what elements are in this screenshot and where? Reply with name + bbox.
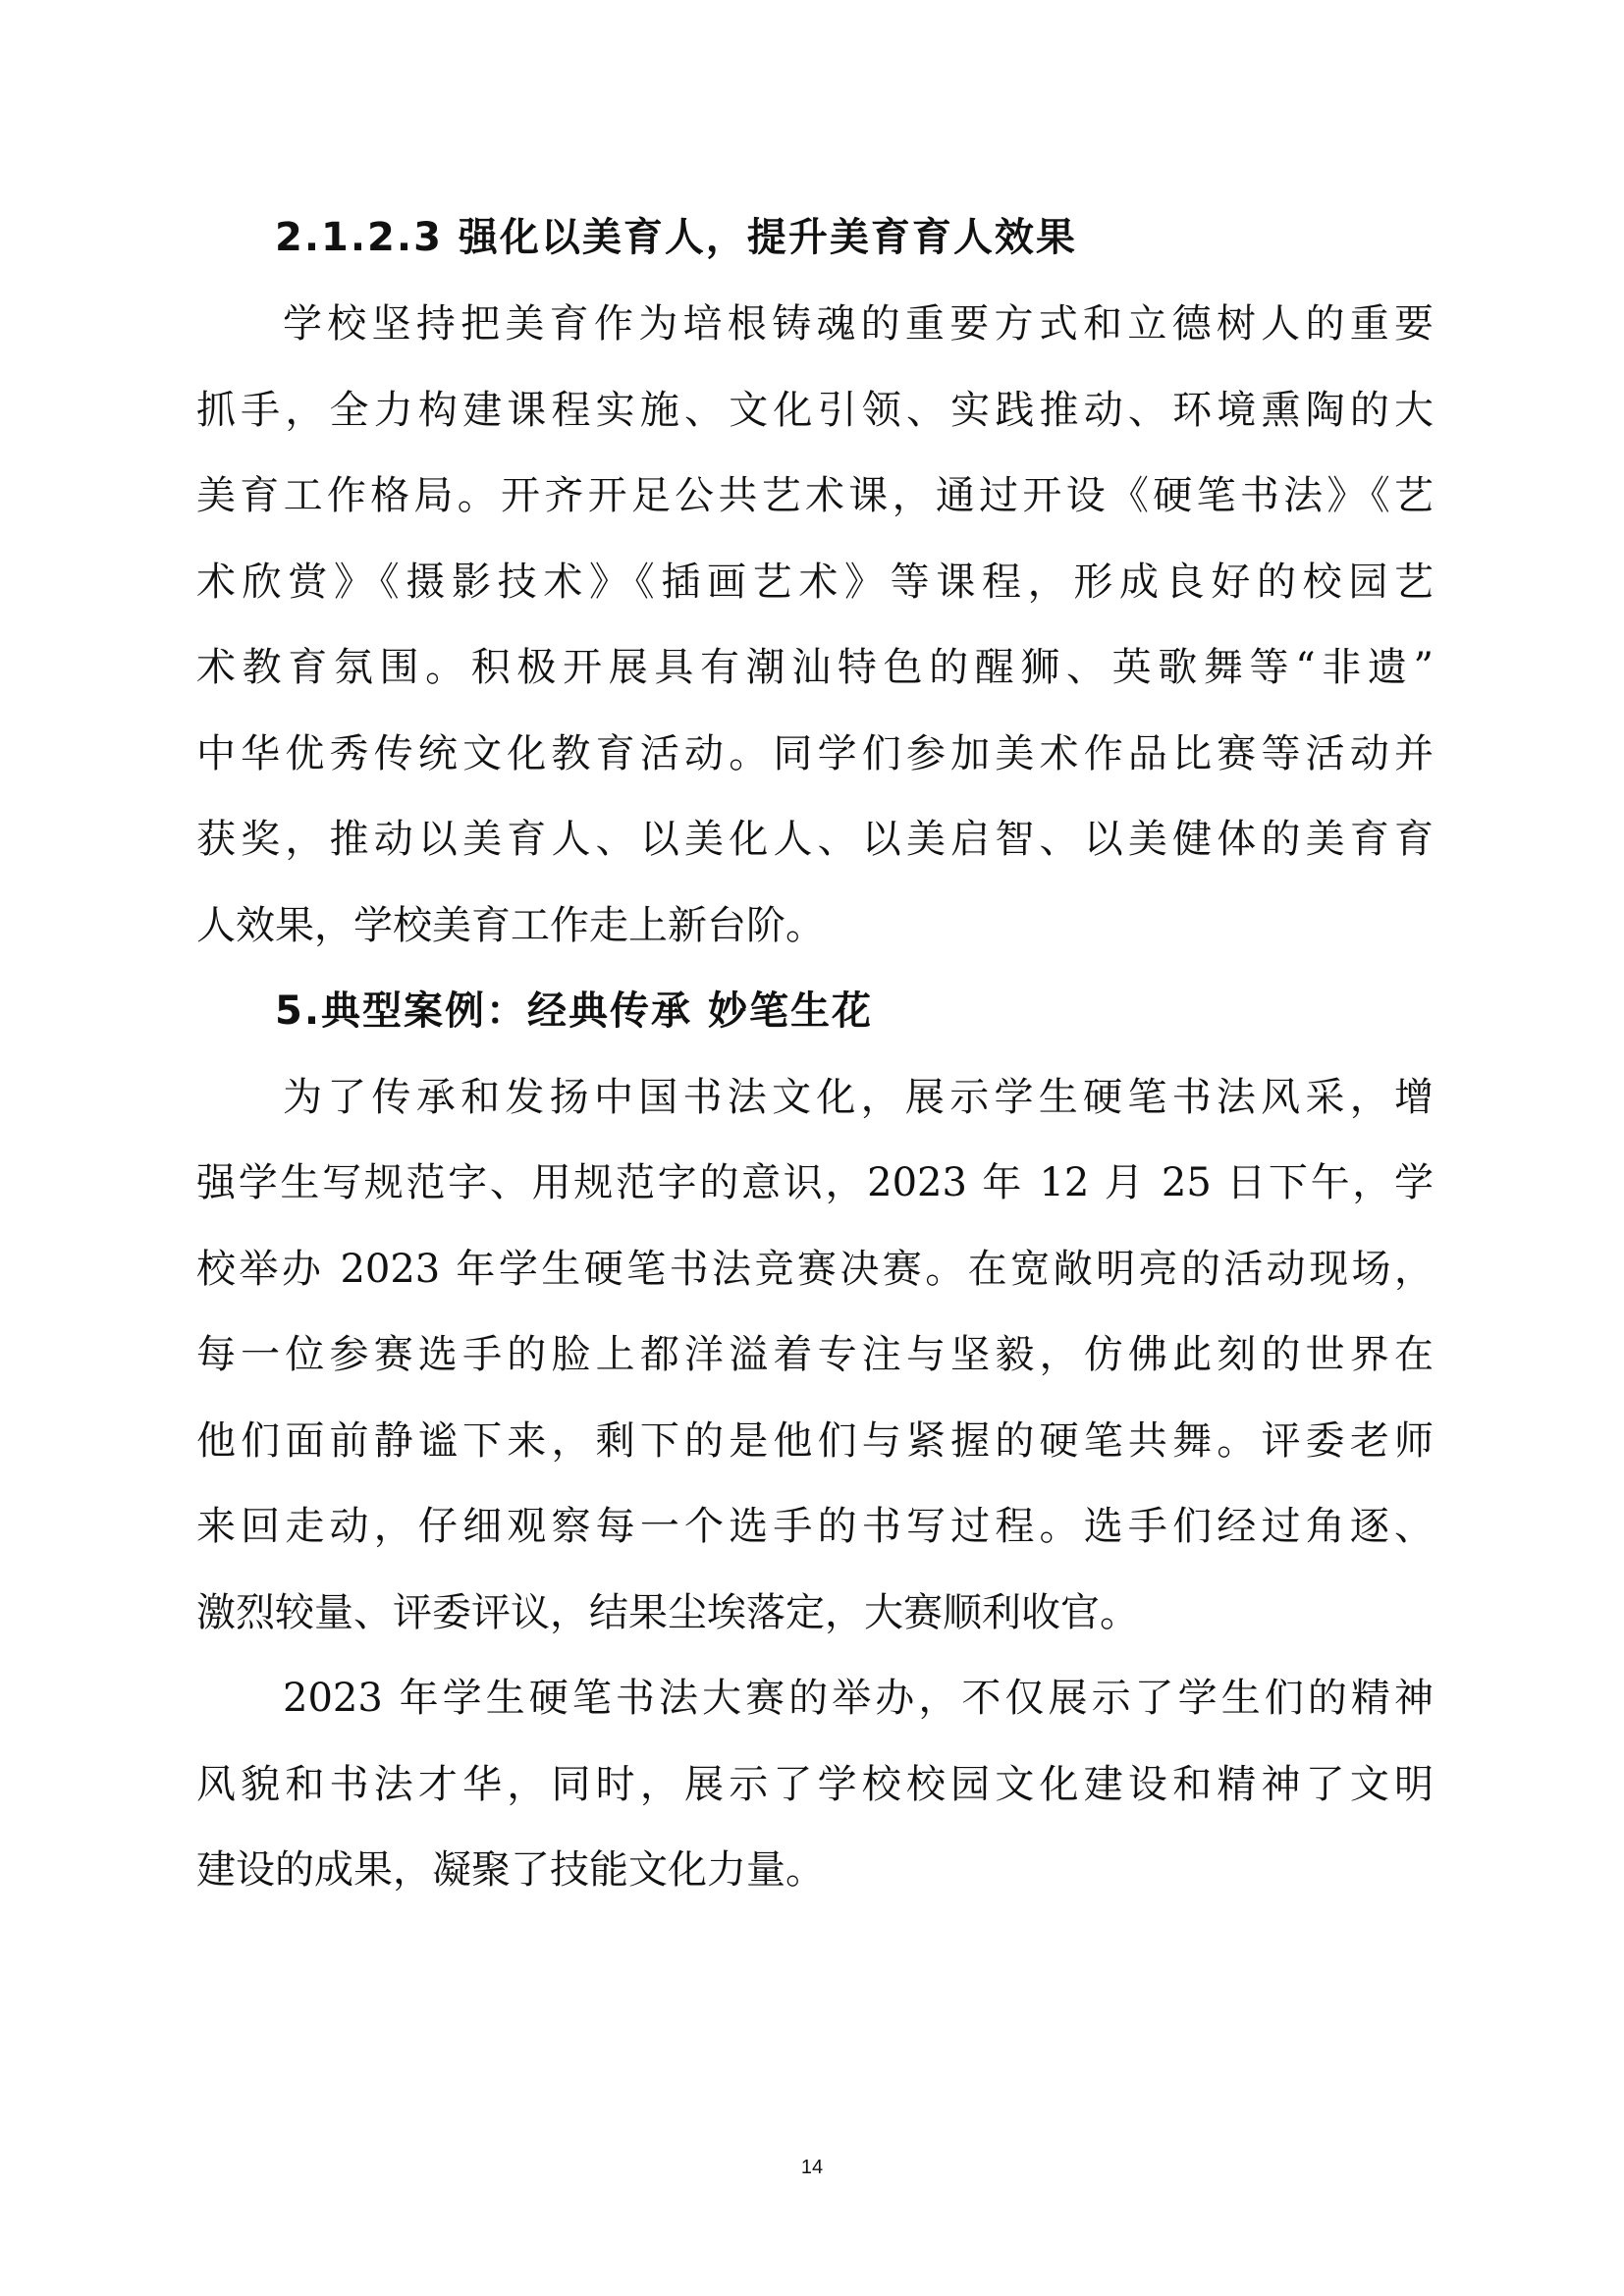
page-number: 14 xyxy=(800,2157,824,2178)
paragraph-line: 2023 年学生硬笔书法大赛的举办，不仅展示了学生们的精神 xyxy=(283,1676,1434,1721)
paragraph-line: 激烈较量、评委评议，结果尘埃落定，大赛顺利收官。 xyxy=(196,1590,1139,1635)
paragraph-line: 美育工作格局。开齐开足公共艺术课，通过开设《硬笔书法》《艺 xyxy=(196,473,1434,518)
case-heading: 5.典型案例：经典传承 妙笔生花 xyxy=(275,988,873,1034)
paragraph-line: 强学生写规范字、用规范字的意识，2023 年 12 月 25 日下午，学 xyxy=(196,1160,1434,1205)
paragraph-line: 人效果，学校美育工作走上新台阶。 xyxy=(196,903,825,948)
paragraph-line: 建设的成果，凝聚了技能文化力量。 xyxy=(196,1847,825,1893)
paragraph-line: 他们面前静谧下来，剩下的是他们与紧握的硬笔共舞。评委老师 xyxy=(196,1418,1434,1464)
paragraph-line: 抓手，全力构建课程实施、文化引领、实践推动、环境熏陶的大 xyxy=(196,388,1434,433)
paragraph-line: 中华优秀传统文化教育活动。同学们参加美术作品比赛等活动并 xyxy=(196,731,1434,776)
paragraph-line: 每一位参赛选手的脸上都洋溢着专注与坚毅，仿佛此刻的世界在 xyxy=(196,1332,1434,1377)
paragraph-line: 获奖，推动以美育人、以美化人、以美启智、以美健体的美育育 xyxy=(196,817,1434,862)
paragraph-line: 术教育氛围。积极开展具有潮汕特色的醒狮、英歌舞等“非遗” xyxy=(196,645,1434,690)
paragraph-line: 学校坚持把美育作为培根铸魂的重要方式和立德树人的重要 xyxy=(283,301,1434,347)
paragraph-line: 校举办 2023 年学生硬笔书法竞赛决赛。在宽敞明亮的活动现场， xyxy=(196,1247,1434,1292)
paragraph-line: 术欣赏》《摄影技术》《插画艺术》等课程，形成良好的校园艺 xyxy=(196,560,1434,605)
paragraph-line: 风貌和书法才华，同时，展示了学校校园文化建设和精神了文明 xyxy=(196,1762,1434,1807)
paragraph-line: 为了传承和发扬中国书法文化，展示学生硬笔书法风采，增 xyxy=(283,1075,1434,1120)
section-heading: 2.1.2.3 强化以美育人，提升美育育人效果 xyxy=(275,215,1077,260)
paragraph-line: 来回走动，仔细观察每一个选手的书写过程。选手们经过角逐、 xyxy=(196,1504,1434,1549)
